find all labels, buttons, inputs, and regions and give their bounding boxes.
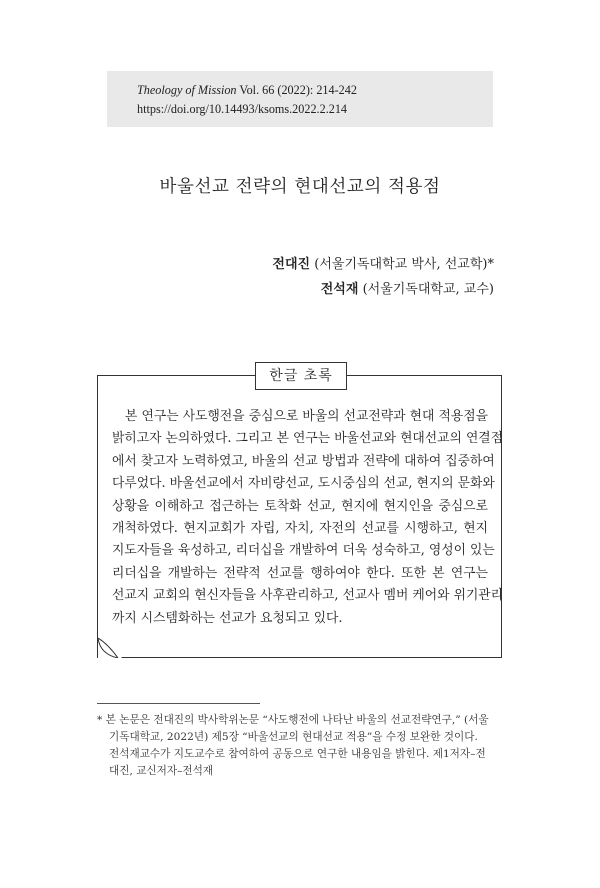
abstract-label: 한글 초록 <box>255 362 347 390</box>
author-name: 전석재 <box>320 282 359 297</box>
abstract-line: 다루었다. 바울선교에서 자비량선교, 도시중심의 선교, 현지의 문화와 <box>112 476 495 492</box>
journal-name: Theology of Mission <box>137 83 237 97</box>
page-curl-corner-icon <box>98 634 122 658</box>
abstract-body <box>112 406 504 630</box>
abstract-line: 선교지 교회의 현신자들을 사후관리하고, 선교사 멤버 케어와 위기관리 <box>112 588 504 604</box>
footnote-line: 대진, 교신저자–전석재 <box>109 765 214 777</box>
abstract-line: 리더십을 개발하는 전략적 선교를 행하여야 한다. 또한 본 연구는 <box>112 565 488 581</box>
author-2 <box>272 277 494 302</box>
footnote-line: 기독대학교, 2022년) 제5장 “바울선교의 현대선교 적용”을 수정 보완한 것이다. <box>109 731 478 743</box>
abstract-line: 에서 찾고자 노력하였고, 바울의 선교 방법과 전략에 대하여 집중하여 <box>112 453 495 469</box>
abstract-line: 본 연구는 사도행전을 중심으로 바울의 선교전략과 현대 적용점을 <box>125 409 488 424</box>
footnote-line: * 본 논문은 전대진의 박사학위논문 “사도행전에 나타난 바울의 선교전략연구,” (서울 <box>97 714 489 726</box>
journal-doi-link[interactable]: https://doi.org/10.14493/ksoms.2022.2.214 <box>137 102 348 116</box>
author-name: 전대진 <box>272 257 311 272</box>
footnote <box>97 712 497 780</box>
author-affiliation: (서울기독대학교 박사, 선교학)* <box>314 257 494 272</box>
journal-citation-box <box>107 71 493 127</box>
author-affiliation: (서울기독대학교, 교수) <box>362 282 494 297</box>
journal-volume: Vol. 66 (2022): 214-242 <box>236 83 357 97</box>
abstract-line: 지도자들을 육성하고, 리더십을 개발하여 더욱 성숙하고, 영성이 있는 <box>112 543 495 559</box>
abstract-line: 밝히고자 논의하였다. 그리고 본 연구는 바울선교와 현대선교의 연결점 <box>112 431 504 447</box>
abstract-line: 상황을 이해하고 접근하는 토착화 선교, 현지에 현지인을 중심으로 <box>112 498 488 514</box>
footnote-divider <box>97 703 260 704</box>
abstract-line: 개척하였다. 현지교회가 자립, 자치, 자전의 선교를 시행하고, 현지 <box>112 521 488 537</box>
journal-line <box>137 81 493 100</box>
footnote-line: 전석재교수가 지도교수로 참여하여 공동으로 연구한 내용임을 밝힌다. 제1저자–전 <box>109 748 486 760</box>
author-block <box>272 252 494 302</box>
abstract-line: 까지 시스템화하는 선교가 요청되고 있다. <box>112 610 343 626</box>
author-1 <box>272 252 494 277</box>
paper-title: 바울선교 전략의 현대선교의 적용점 <box>159 177 441 197</box>
